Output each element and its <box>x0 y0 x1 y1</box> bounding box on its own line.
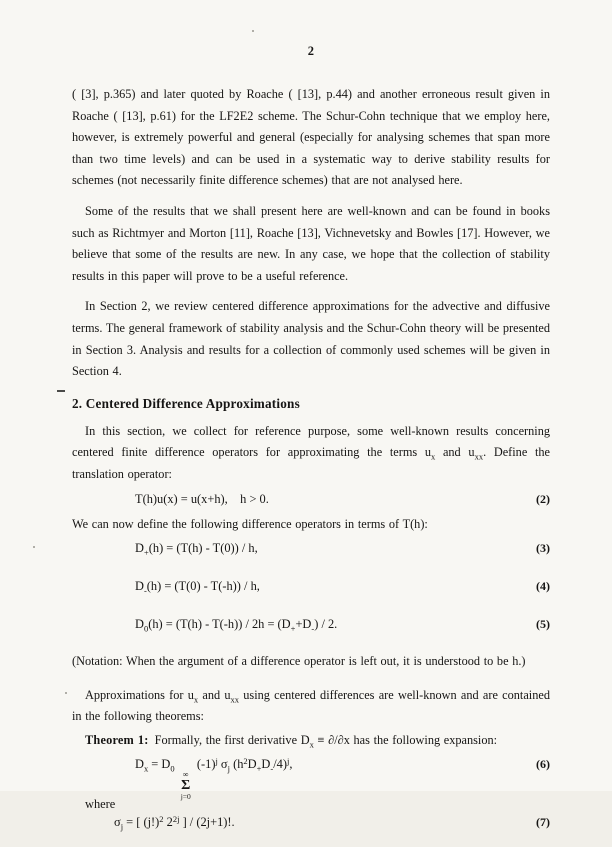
equation-7-body: $\sigma_j$ = [ $(j!)^2$ $2^{2j}$ ] / (2j+1)!. <box>114 813 235 832</box>
equation-5-number: (5) <box>536 617 550 632</box>
define-operators-line: We can now define the following difference operators in terms of T(h): <box>72 516 428 531</box>
equation-4-body: $D_-(h) = (T(0) - T(-h)) / h$, <box>135 579 260 596</box>
paragraph-known-results: Some of the results that we shall present here are well-known and can be found in books such as Richtmyer and Morton [11], Roache [13], Vichnevetsky and Bowles [17]. However, we believe that some of the results are new. In any case, we hope that the collection of stability results in this paper will prove to be a useful reference. <box>72 203 550 283</box>
equation-5-body: $D_0(h) = (T(h) - T(-h)) / 2h = (D_++D_-) / 2$. <box>135 617 338 634</box>
notation-remark: (Notation: When the argument of a difference operator is left out, it is understood to be h.) <box>72 654 526 669</box>
paragraph-roache-refs: ( [3], p.365) and later quoted by Roache ( [13], p.44) and another erroneous result given in Roache ( [13], p.61) for the LF2E2 scheme. The Schur-Cohn technique that we employ here, however, is extremely powerful and general (especially for analysing schemes that span more than two time levels) and can be used in a systematic way to derive stability results for schemes (not necessarily finite difference schemes) that are not analysed here. <box>72 87 550 188</box>
scan-speck <box>252 30 254 32</box>
equation-5 <box>72 613 550 635</box>
where-label: where <box>85 796 116 811</box>
theorem-1-text: Formally, the first derivative $D_x \equiv \partial/\partial x$ has the following expansion: <box>148 732 498 750</box>
equation-4 <box>72 575 550 597</box>
equation-6 <box>72 753 550 801</box>
paragraph-outline: In Section 2, we review centered difference approximations for the advective and diffusive terms. The general framework of stability analysis and the Schur-Cohn theory will be presented in Section 3. Analysis and results for a collection of commonly used schemes will be given in Section 4. <box>72 299 550 379</box>
equation-3 <box>72 537 550 559</box>
margin-mark <box>57 390 65 392</box>
theorem-1-line <box>72 730 550 752</box>
summation-symbol: ∞ Σ j=0 <box>180 770 191 802</box>
equation-2-body: T(h)u(x) = u(x+h), h > 0. <box>135 491 269 506</box>
page-number: 2 <box>307 44 315 58</box>
equation-6-body: $D_x = D_0$ ∞ Σ j=0 $(-1)^j$ $\sigma_j$ $(h^2D_+D_-/4)^j$, <box>135 756 293 802</box>
equation-3-number: (3) <box>536 541 550 556</box>
equation-3-body: $D_+(h) = (T(h) - T(0)) / h$, <box>135 541 258 558</box>
page-content <box>72 44 550 847</box>
theorem-1-label: Theorem 1: <box>85 732 149 747</box>
equation-4-number: (4) <box>536 579 550 594</box>
scan-speck <box>65 692 67 694</box>
equation-6-number: (6) <box>536 757 550 772</box>
scan-speck <box>33 546 35 548</box>
section-heading: 2. Centered Difference Approximations <box>72 395 300 411</box>
equation-7 <box>72 811 550 833</box>
equation-2 <box>72 488 550 510</box>
paragraph-approximations: Approximations for $u_x$ and $u_{xx}$ using centered differences are well-known and are contained in the following theorems: <box>72 687 550 724</box>
paragraph-translation-operator: In this section, we collect for reference purpose, some well-known results concerning centered finite difference operators for approximating the terms $u_x$ and $u_{xx}$. Define the translation operator: <box>72 423 550 481</box>
equation-7-number: (7) <box>536 814 550 829</box>
equation-2-number: (2) <box>536 491 550 506</box>
